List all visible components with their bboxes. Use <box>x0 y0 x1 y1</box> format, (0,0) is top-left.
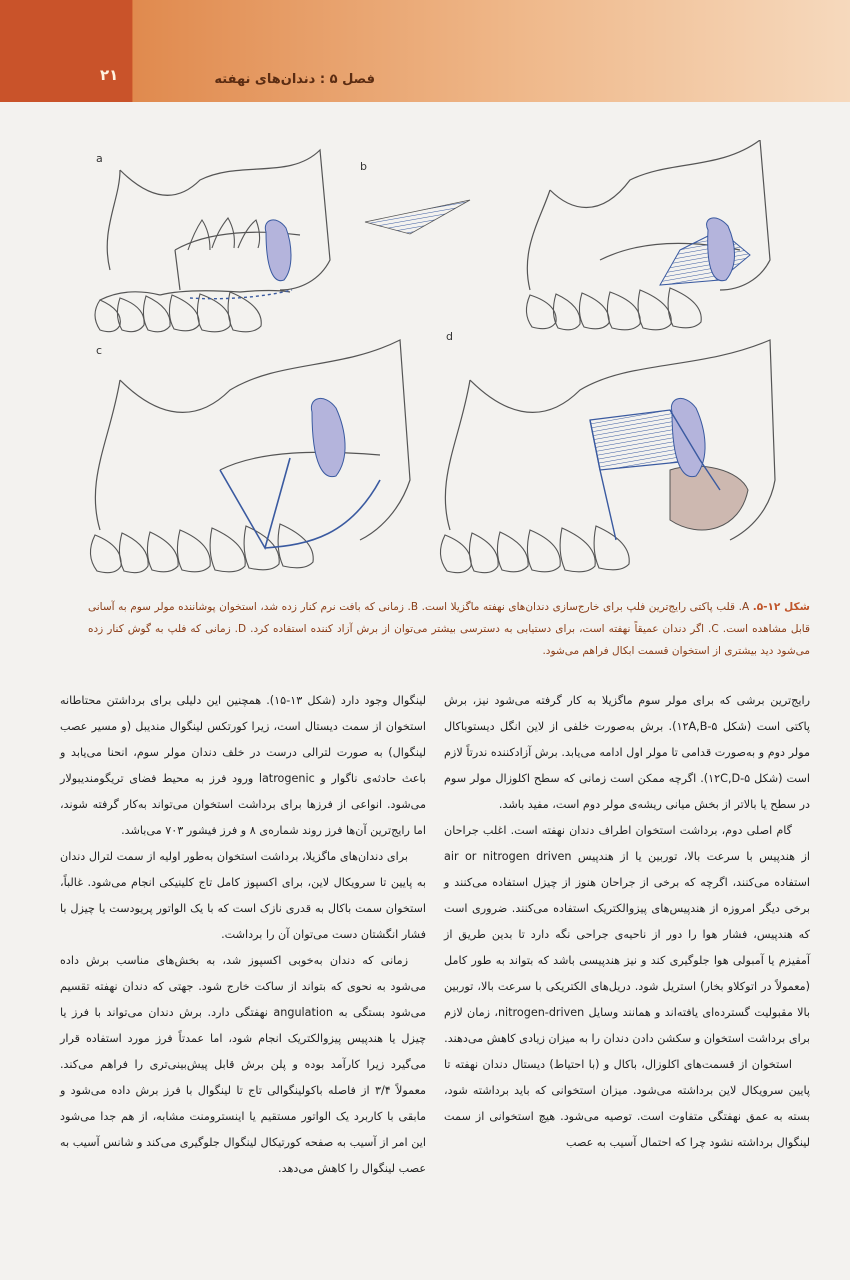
paragraph: لینگوال وجود دارد (شکل ۱۳-۱۵). همچنین این دلیلی برای برداشتن محتاطانه استخوان از سمت دیستال است، زیرا کورتکس لینگوال مندیبل (و مسیر عصب لینگوال) به صورت لترالی درست در خلف دندان مولر سوم، انحنا می‌یابد و باعث حادثه‌ی ناگوار و latrogenic ورود فرز به محیط فضای تریگومندیبولار می‌شود. انواعی از فرزها برای برداشت استخوان می‌تواند به‌کار گرفته شوند، اما رایج‌ترین آن‌ها فرز روند شماره‌ی ۸ و فرز فیشور ۷۰۳ می‌باشد. <box>60 694 426 837</box>
chapter-title: فصل ۵ : دندان‌های نهفته <box>214 72 375 87</box>
figure-caption <box>88 596 810 662</box>
paragraph: زمانی که دندان به‌خوبی اکسپوز شد، به بخش‌های مناسب برش داده می‌شود به نحوی که بتواند از ساکت خارج شود. جهتی که دندان نهفته تقسیم می‌شود بستگی به angulation نهفتگی دارد. برش دندان می‌تواند با فرز یا چیزل یا هندپیس پیزوالکتریک انجام شود، اما عمدتاً فرز مورد استفاده قرار می‌گیرد زیرا کارآمد بوده و پلن برش قابل پیش‌بینی‌تری را فراهم می‌کند. معمولاً ۳/۴ از فاصله باکولینگوالی تاج تا لینگوال با فرز برش داده می‌شود و مابقی با کاربرد یک الواتور مستقیم یا اینسترومنت مشابه، از هم جدا می‌شود این امر از آسیب به صفحه کورتیکال لینگوال جلوگیری می‌کند و شانس آسیب به عصب لینگوال را کاهش می‌دهد. <box>60 954 427 1175</box>
panel-d-label: d <box>446 330 453 343</box>
paragraph: برای دندان‌های ماگزیلا، برداشت استخوان به‌طور اولیه از سمت لترال دندان به پایین تا سرویکال لاین، برای اکسپوز کامل تاج کلینیکی انجام می‌شود. غالباً، استخوان سمت باکال به قدری نازک است که با یک الواتور پریودست یا چیزل با فشار انگشتان دست می‌توان آن را برداشت. <box>60 850 426 941</box>
panel-d <box>440 330 775 573</box>
body-column-right <box>444 688 810 1156</box>
panel-a-label: a <box>96 152 103 165</box>
paragraph: استخوان از قسمت‌های اکلوزال، باکال و (با احتیاط) دیستال دندان نهفته تا پایین سرویکال لاین برداشته می‌شود. میزان استخوانی که باید برداشته شود، بسته به عمق نهفتگی متفاوت است. توصیه می‌شود. هیچ استخوانی از سمت لینگوال برداشته نشود چرا که احتمال آسیب به عصب <box>444 1058 810 1149</box>
panel-b-label: b <box>360 160 367 173</box>
page-number: ۲۱ <box>100 66 119 84</box>
paragraph: گام اصلی دوم، برداشت استخوان اطراف دندان نهفته است. اغلب جراحان از هندپیس با سرعت بالا، توربین یا از هندپیس air or nitrogen driven استفاده می‌کنند، اگرچه که برخی از جراحان هنوز از چیزل استفاده می‌کنند و برخی دیگر امروزه از هندپیس‌های پیزوالکتریک استفاده می‌کنند. ضروری است که هندپیس، فشار هوا را دور از ناحیه‌ی جراحی نگه دارد تا بدین طریق از آمفیزم یا آمبولی هوا جلوگیری کند و نیز هندپیسی باشد که بتواند به طور کامل (معمولاً در اتوکلاو بخار) استریل شود. دریل‌های الکتریکی با سرعت بالا، توربین بالا مقبولیت گسترده‌ای یافته‌اند و همانند وسایل nitrogen-driven، زمان لازم برای برداشت استخوان و سکشن دادن دندان را به میزان زیادی کاهش می‌دهند. <box>444 824 811 1045</box>
panel-top-right <box>526 140 770 330</box>
paragraph: رایج‌ترین برشی که برای مولر سوم ماگزیلا به کار گرفته می‌شود نیز، برش پاکتی است (شکل ۱۲A,B-۵). برش به‌صورت خلفی از لاین انگل دیستوباکال مولر دوم و به‌صورت قدامی تا مولر اول ادامه می‌یابد. برش آزادکننده ندرتاً لازم است (شکل ۱۲C,D-۵). اگرچه ممکن است زمانی که سطح اکلوزال مولر سوم در سطح یا بالاتر از بخش میانی ریشه‌ی مولر دوم است، مفید باشد. <box>444 694 810 811</box>
figure-caption-text: A. قلب پاکتی رایج‌ترین فلپ برای خارج‌سازی دندان‌های نهفته ماگزیلا است. B. زمانی که بافت نرم کنار زده شد، استخوان پوشاننده مولر سوم به آسانی قابل مشاهده است. C. اگر دندان عمیقاً نهفته است، برای دستیابی به دسترسی بیشتر می‌توان از برش آزاد کننده استفاده کرد. D. زمانی که فلپ به گوش کنار زده می‌شود دید بیشتری از استخوان قسمت ابکال فراهم می‌شود. <box>88 601 810 657</box>
chapter-header-band <box>0 0 850 102</box>
page-tab <box>0 0 132 102</box>
body-column-left <box>60 688 426 1182</box>
figure-caption-label: شکل ۱۲-۵. <box>752 601 810 613</box>
panel-c <box>90 340 410 573</box>
panel-b <box>360 160 470 234</box>
panel-a <box>95 150 330 332</box>
figure-illustration <box>80 140 780 595</box>
panel-c-label: c <box>96 344 103 357</box>
